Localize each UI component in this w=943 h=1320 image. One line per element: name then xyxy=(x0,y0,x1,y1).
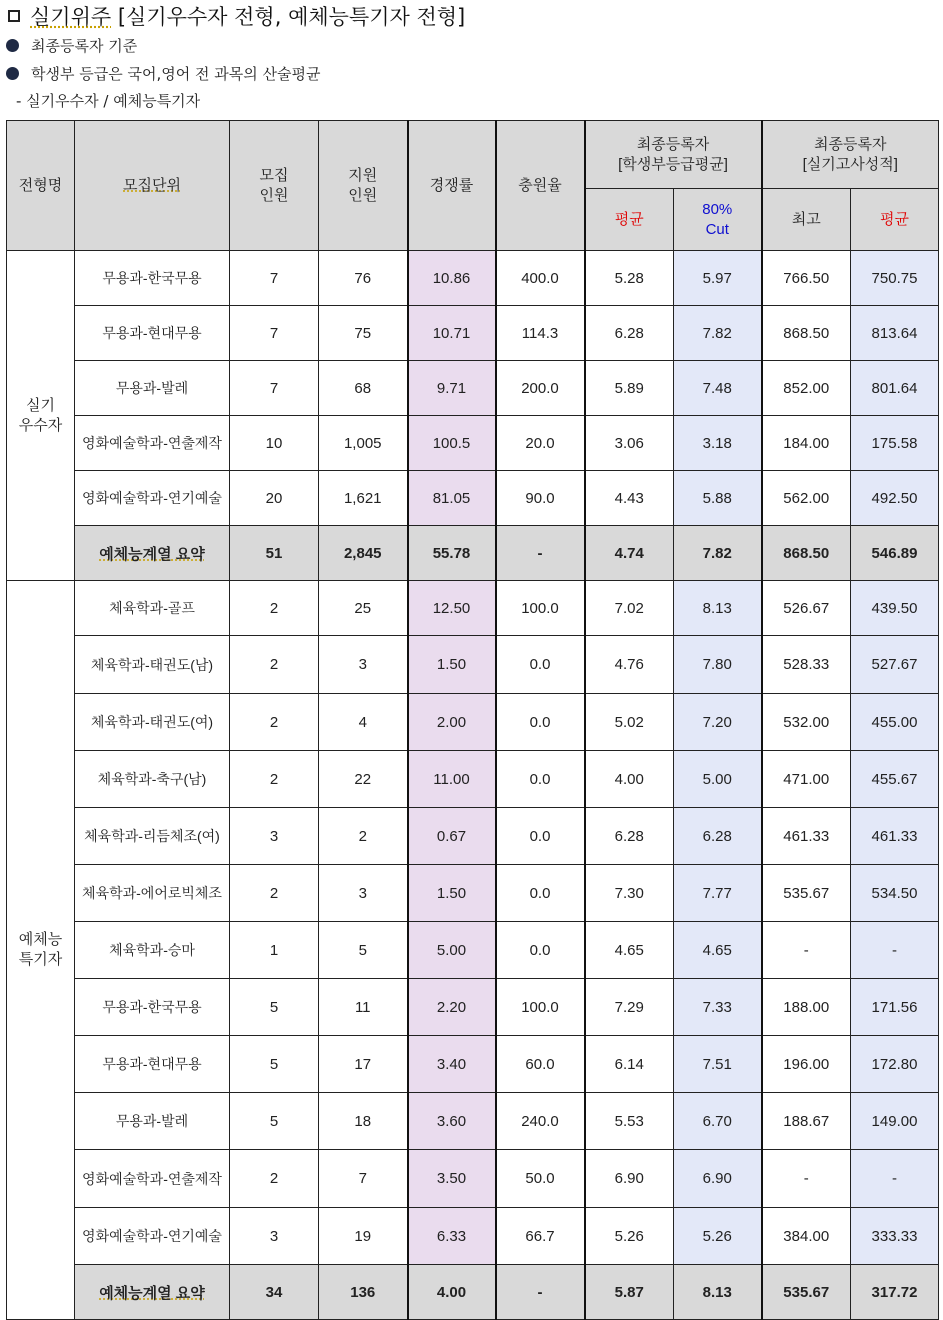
cell-exam-max: 526.67 xyxy=(762,581,851,636)
cell-competition: 10.71 xyxy=(408,306,496,361)
header-grade-group: 최종등록자 [학생부등급평균] xyxy=(585,121,762,189)
cell-applicants: 22 xyxy=(319,751,408,808)
cell-quota: 1 xyxy=(230,922,319,979)
cell-grade-avg: 3.06 xyxy=(585,416,674,471)
table-row xyxy=(7,751,939,808)
cell-exam-max: 471.00 xyxy=(762,751,851,808)
cell-fill-rate: 240.0 xyxy=(496,1093,585,1150)
cell-competition: 12.50 xyxy=(408,581,496,636)
summary-quota: 51 xyxy=(230,526,319,581)
cell-quota: 7 xyxy=(230,251,319,306)
table-row xyxy=(7,979,939,1036)
cell-exam-max: 766.50 xyxy=(762,251,851,306)
header-grade-avg: 평균 xyxy=(585,189,674,251)
cell-exam-avg: 455.00 xyxy=(851,694,939,751)
header-fill-rate: 충원율 xyxy=(496,121,585,251)
summary-fill-rate: - xyxy=(496,526,585,581)
cell-competition: 9.71 xyxy=(408,361,496,416)
summary-exam-avg: 317.72 xyxy=(851,1265,939,1320)
cell-grade-avg: 4.00 xyxy=(585,751,674,808)
cell-exam-avg: 492.50 xyxy=(851,471,939,526)
cell-grade-avg: 5.28 xyxy=(585,251,674,306)
cell-applicants: 1,621 xyxy=(319,471,408,526)
cell-unit-name: 체육학과-태권도(남) xyxy=(75,636,230,694)
cell-exam-avg: 801.64 xyxy=(851,361,939,416)
table-row xyxy=(7,1208,939,1265)
cell-competition: 10.86 xyxy=(408,251,496,306)
cell-fill-rate: 66.7 xyxy=(496,1208,585,1265)
cell-unit-name: 무용과-한국무용 xyxy=(75,979,230,1036)
cell-exam-max: - xyxy=(762,1150,851,1208)
cell-exam-max: 188.67 xyxy=(762,1093,851,1150)
cell-applicants: 4 xyxy=(319,694,408,751)
cell-grade-avg: 6.28 xyxy=(585,306,674,361)
cell-applicants: 2 xyxy=(319,808,408,865)
bullet-dot-icon xyxy=(6,39,19,52)
header-grade-cut: 80% Cut xyxy=(674,189,762,251)
cell-fill-rate: 114.3 xyxy=(496,306,585,361)
cell-unit-name: 영화예술학과-연출제작 xyxy=(75,416,230,471)
summary-grade-cut: 7.82 xyxy=(674,526,762,581)
cell-exam-max: 535.67 xyxy=(762,865,851,922)
cell-competition: 1.50 xyxy=(408,636,496,694)
table-row xyxy=(7,922,939,979)
cell-grade-cut: 5.00 xyxy=(674,751,762,808)
table-row xyxy=(7,306,939,361)
cell-grade-cut: 6.90 xyxy=(674,1150,762,1208)
cell-grade-avg: 6.90 xyxy=(585,1150,674,1208)
cell-quota: 2 xyxy=(230,865,319,922)
cell-grade-cut: 5.97 xyxy=(674,251,762,306)
summary-row xyxy=(7,1265,939,1320)
cell-unit-name: 체육학과-리듬체조(여) xyxy=(75,808,230,865)
header-quota: 모집 인원 xyxy=(230,121,319,251)
cell-unit-name: 체육학과-태권도(여) xyxy=(75,694,230,751)
cell-applicants: 17 xyxy=(319,1036,408,1093)
cell-grade-avg: 7.30 xyxy=(585,865,674,922)
cell-exam-avg: - xyxy=(851,1150,939,1208)
cell-fill-rate: 200.0 xyxy=(496,361,585,416)
cell-unit-name: 무용과-발레 xyxy=(75,361,230,416)
cell-grade-avg: 4.76 xyxy=(585,636,674,694)
cell-grade-avg: 5.89 xyxy=(585,361,674,416)
cell-competition: 100.5 xyxy=(408,416,496,471)
cell-competition: 11.00 xyxy=(408,751,496,808)
cell-exam-avg: 813.64 xyxy=(851,306,939,361)
cell-quota: 7 xyxy=(230,306,319,361)
cell-quota: 10 xyxy=(230,416,319,471)
cell-fill-rate: 90.0 xyxy=(496,471,585,526)
cell-unit-name: 영화예술학과-연기예술 xyxy=(75,471,230,526)
cell-exam-max: 184.00 xyxy=(762,416,851,471)
cell-grade-cut: 3.18 xyxy=(674,416,762,471)
cell-fill-rate: 0.0 xyxy=(496,636,585,694)
cell-exam-avg: 534.50 xyxy=(851,865,939,922)
checkbox-square-icon xyxy=(8,10,20,22)
table-row xyxy=(7,808,939,865)
summary-unit-name: 예체능계열 요약 xyxy=(75,1265,230,1320)
cell-grade-cut: 6.70 xyxy=(674,1093,762,1150)
cell-exam-avg: - xyxy=(851,922,939,979)
summary-fill-rate: - xyxy=(496,1265,585,1320)
cell-fill-rate: 0.0 xyxy=(496,808,585,865)
title-prefix: 실기위주 xyxy=(30,5,112,29)
cell-grade-cut: 8.13 xyxy=(674,581,762,636)
header-unit: 모집단위 xyxy=(75,121,230,251)
title-text: [실기우수자 전형, 예체능특기자 전형] xyxy=(117,5,466,29)
cell-quota: 2 xyxy=(230,751,319,808)
summary-competition: 4.00 xyxy=(408,1265,496,1320)
bullet-line xyxy=(6,63,320,85)
page-title xyxy=(8,2,465,32)
table-row xyxy=(7,1093,939,1150)
cell-applicants: 76 xyxy=(319,251,408,306)
cell-applicants: 3 xyxy=(319,636,408,694)
cell-exam-avg: 750.75 xyxy=(851,251,939,306)
cell-applicants: 5 xyxy=(319,922,408,979)
cell-exam-avg: 149.00 xyxy=(851,1093,939,1150)
table-row xyxy=(7,865,939,922)
table-row xyxy=(7,361,939,416)
cell-fill-rate: 0.0 xyxy=(496,865,585,922)
cell-unit-name: 무용과-현대무용 xyxy=(75,1036,230,1093)
bullet-line xyxy=(6,35,137,57)
cell-grade-cut: 7.82 xyxy=(674,306,762,361)
cell-grade-cut: 5.88 xyxy=(674,471,762,526)
cell-exam-max: 868.50 xyxy=(762,306,851,361)
cell-fill-rate: 60.0 xyxy=(496,1036,585,1093)
header-applicants: 지원 인원 xyxy=(319,121,408,251)
table-row xyxy=(7,581,939,636)
cell-grade-cut: 4.65 xyxy=(674,922,762,979)
cell-quota: 20 xyxy=(230,471,319,526)
cell-exam-max: 852.00 xyxy=(762,361,851,416)
bullet-text: 학생부 등급은 국어,영어 전 과목의 산술평균 xyxy=(31,65,321,83)
table-row xyxy=(7,251,939,306)
cell-quota: 5 xyxy=(230,1093,319,1150)
cell-unit-name: 무용과-현대무용 xyxy=(75,306,230,361)
cell-unit-name: 체육학과-골프 xyxy=(75,581,230,636)
cell-exam-avg: 461.33 xyxy=(851,808,939,865)
bullet-dot-icon xyxy=(6,67,19,80)
cell-exam-max: 528.33 xyxy=(762,636,851,694)
summary-applicants: 2,845 xyxy=(319,526,408,581)
cell-grade-avg: 4.43 xyxy=(585,471,674,526)
cell-exam-max: 461.33 xyxy=(762,808,851,865)
cell-unit-name: 영화예술학과-연기예술 xyxy=(75,1208,230,1265)
summary-grade-avg: 5.87 xyxy=(585,1265,674,1320)
summary-competition: 55.78 xyxy=(408,526,496,581)
cell-grade-cut: 6.28 xyxy=(674,808,762,865)
cell-grade-avg: 5.26 xyxy=(585,1208,674,1265)
cell-applicants: 11 xyxy=(319,979,408,1036)
table-row xyxy=(7,636,939,694)
header-exam-max: 최고 xyxy=(762,189,851,251)
bullet-text: 최종등록자 기준 xyxy=(31,37,138,55)
cell-quota: 2 xyxy=(230,581,319,636)
cell-applicants: 68 xyxy=(319,361,408,416)
cell-competition: 3.50 xyxy=(408,1150,496,1208)
cell-exam-max: 562.00 xyxy=(762,471,851,526)
cell-quota: 3 xyxy=(230,1208,319,1265)
cell-exam-max: 384.00 xyxy=(762,1208,851,1265)
summary-grade-cut: 8.13 xyxy=(674,1265,762,1320)
cell-applicants: 75 xyxy=(319,306,408,361)
cell-grade-cut: 5.26 xyxy=(674,1208,762,1265)
group-name-cell: 예체능 특기자 xyxy=(7,581,75,1320)
cell-fill-rate: 50.0 xyxy=(496,1150,585,1208)
cell-grade-cut: 7.51 xyxy=(674,1036,762,1093)
cell-unit-name: 체육학과-승마 xyxy=(75,922,230,979)
table-row xyxy=(7,1150,939,1208)
admission-results-table xyxy=(6,120,939,1320)
cell-applicants: 19 xyxy=(319,1208,408,1265)
cell-competition: 2.00 xyxy=(408,694,496,751)
cell-applicants: 3 xyxy=(319,865,408,922)
cell-competition: 0.67 xyxy=(408,808,496,865)
cell-applicants: 25 xyxy=(319,581,408,636)
cell-fill-rate: 400.0 xyxy=(496,251,585,306)
table-row xyxy=(7,471,939,526)
cell-unit-name: 무용과-발레 xyxy=(75,1093,230,1150)
header-exam-avg: 평균 xyxy=(851,189,939,251)
cell-competition: 3.40 xyxy=(408,1036,496,1093)
cell-fill-rate: 0.0 xyxy=(496,751,585,808)
cell-unit-name: 무용과-한국무용 xyxy=(75,251,230,306)
summary-exam-avg: 546.89 xyxy=(851,526,939,581)
cell-grade-avg: 7.29 xyxy=(585,979,674,1036)
cell-fill-rate: 100.0 xyxy=(496,979,585,1036)
cell-competition: 5.00 xyxy=(408,922,496,979)
group-name-cell: 실기 우수자 xyxy=(7,251,75,581)
cell-exam-avg: 171.56 xyxy=(851,979,939,1036)
cell-quota: 5 xyxy=(230,979,319,1036)
cell-fill-rate: 100.0 xyxy=(496,581,585,636)
summary-quota: 34 xyxy=(230,1265,319,1320)
cell-quota: 2 xyxy=(230,636,319,694)
header-exam-group: 최종등록자 [실기고사성적] xyxy=(762,121,939,189)
cell-competition: 2.20 xyxy=(408,979,496,1036)
cell-grade-avg: 5.53 xyxy=(585,1093,674,1150)
cell-exam-max: - xyxy=(762,922,851,979)
cell-grade-avg: 7.02 xyxy=(585,581,674,636)
summary-row xyxy=(7,526,939,581)
cell-grade-cut: 7.77 xyxy=(674,865,762,922)
cell-fill-rate: 20.0 xyxy=(496,416,585,471)
header-competition: 경쟁률 xyxy=(408,121,496,251)
summary-exam-max: 868.50 xyxy=(762,526,851,581)
cell-grade-cut: 7.33 xyxy=(674,979,762,1036)
cell-quota: 5 xyxy=(230,1036,319,1093)
header-type: 전형명 xyxy=(7,121,75,251)
cell-competition: 6.33 xyxy=(408,1208,496,1265)
cell-exam-avg: 527.67 xyxy=(851,636,939,694)
cell-exam-max: 196.00 xyxy=(762,1036,851,1093)
cell-exam-avg: 455.67 xyxy=(851,751,939,808)
cell-applicants: 7 xyxy=(319,1150,408,1208)
cell-grade-cut: 7.80 xyxy=(674,636,762,694)
cell-fill-rate: 0.0 xyxy=(496,694,585,751)
cell-unit-name: 체육학과-축구(남) xyxy=(75,751,230,808)
cell-quota: 2 xyxy=(230,1150,319,1208)
cell-quota: 3 xyxy=(230,808,319,865)
summary-grade-avg: 4.74 xyxy=(585,526,674,581)
cell-exam-avg: 333.33 xyxy=(851,1208,939,1265)
cell-exam-avg: 172.80 xyxy=(851,1036,939,1093)
cell-grade-cut: 7.48 xyxy=(674,361,762,416)
section-subtitle: - 실기우수자 / 예체능특기자 xyxy=(16,92,201,110)
cell-grade-cut: 7.20 xyxy=(674,694,762,751)
summary-applicants: 136 xyxy=(319,1265,408,1320)
cell-grade-avg: 6.14 xyxy=(585,1036,674,1093)
cell-exam-max: 188.00 xyxy=(762,979,851,1036)
cell-applicants: 18 xyxy=(319,1093,408,1150)
table-row xyxy=(7,1036,939,1093)
cell-competition: 81.05 xyxy=(408,471,496,526)
cell-competition: 1.50 xyxy=(408,865,496,922)
cell-unit-name: 영화예술학과-연출제작 xyxy=(75,1150,230,1208)
table-row xyxy=(7,694,939,751)
table-row xyxy=(7,416,939,471)
cell-applicants: 1,005 xyxy=(319,416,408,471)
cell-quota: 7 xyxy=(230,361,319,416)
cell-exam-avg: 439.50 xyxy=(851,581,939,636)
cell-competition: 3.60 xyxy=(408,1093,496,1150)
cell-grade-avg: 6.28 xyxy=(585,808,674,865)
summary-unit-name: 예체능계열 요약 xyxy=(75,526,230,581)
cell-unit-name: 체육학과-에어로빅체조 xyxy=(75,865,230,922)
cell-exam-max: 532.00 xyxy=(762,694,851,751)
cell-grade-avg: 4.65 xyxy=(585,922,674,979)
summary-exam-max: 535.67 xyxy=(762,1265,851,1320)
cell-grade-avg: 5.02 xyxy=(585,694,674,751)
cell-exam-avg: 175.58 xyxy=(851,416,939,471)
cell-fill-rate: 0.0 xyxy=(496,922,585,979)
cell-quota: 2 xyxy=(230,694,319,751)
